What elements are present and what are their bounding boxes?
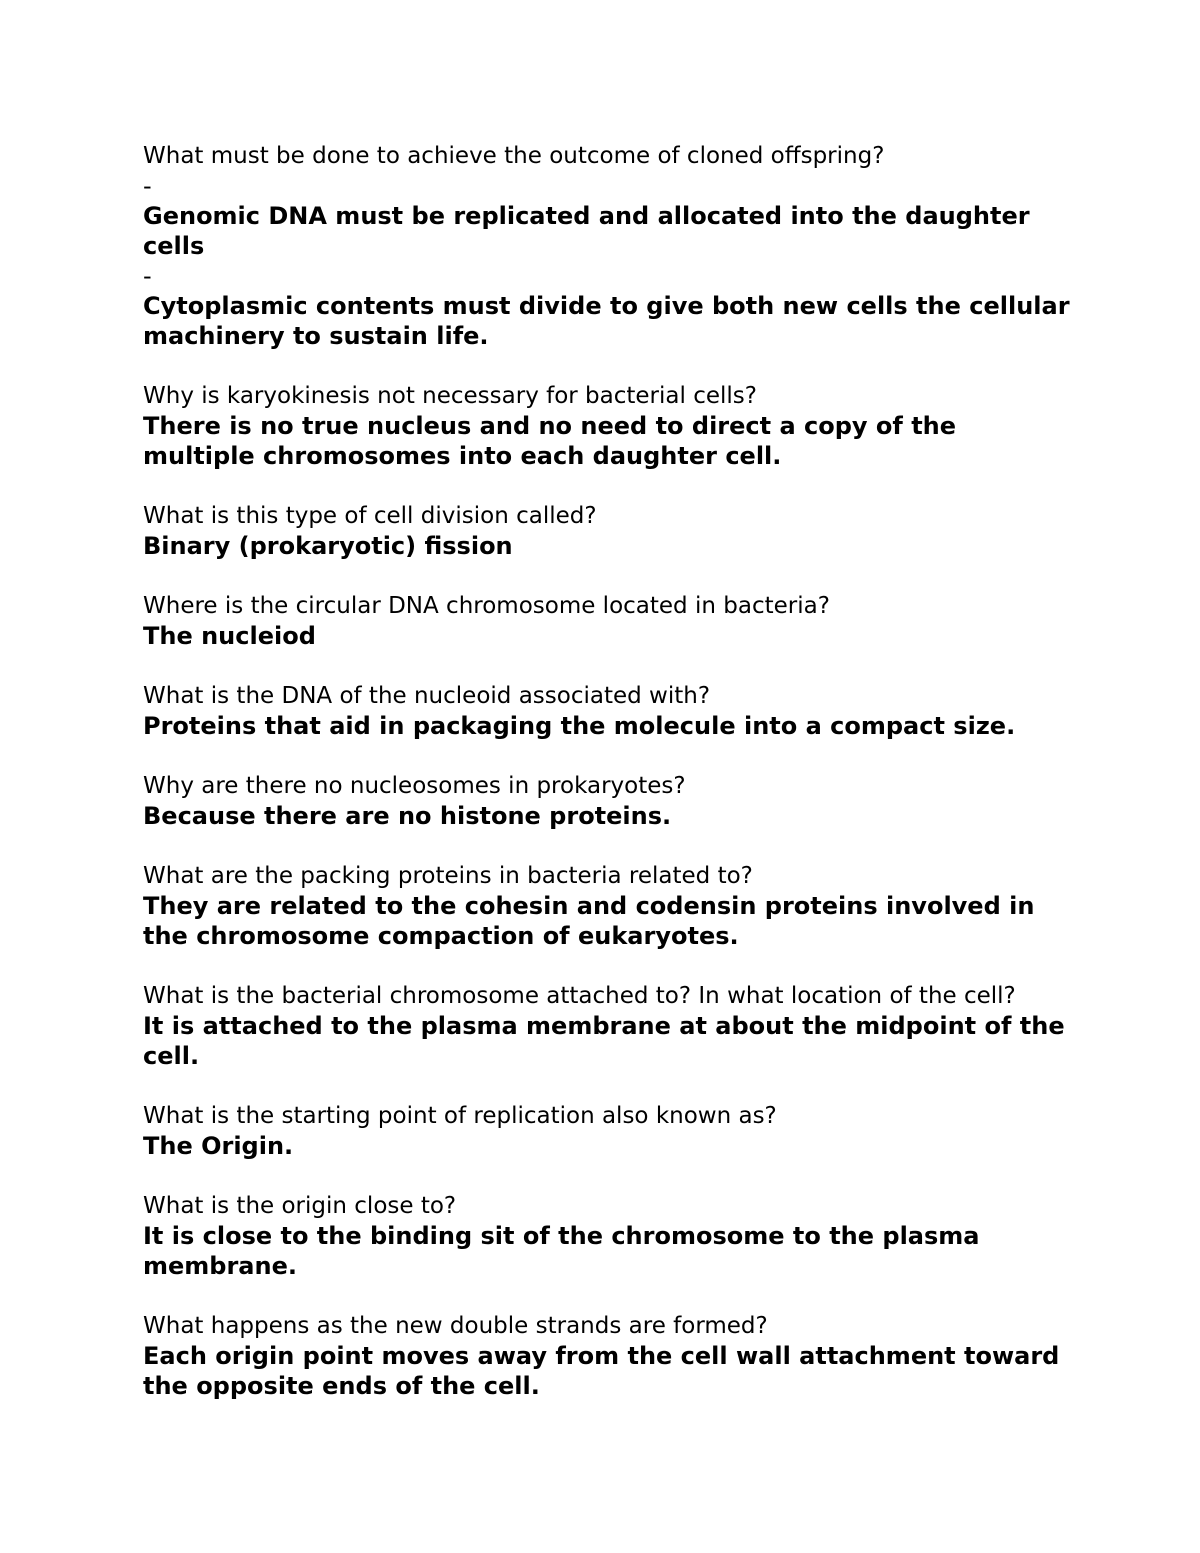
question-text: What happens as the new double strands are formed?: [143, 1313, 768, 1339]
qa-item: [143, 1311, 1073, 1401]
answer-text: Proteins that aid in packaging the molecule into a compact size.: [143, 712, 1016, 740]
bullet-item: [143, 171, 1073, 261]
question-text: Where is the circular DNA chromosome located in bacteria?: [143, 593, 830, 619]
question-text: What is the starting point of replication also known as?: [143, 1103, 777, 1129]
answer-text: It is close to the binding sit of the chromosome to the plasma membrane.: [143, 1222, 980, 1280]
question-text: Why are there no nucleosomes in prokaryotes?: [143, 773, 686, 799]
qa-item: [143, 681, 1073, 741]
qa-item: [143, 1101, 1073, 1161]
answer-text: The nucleiod: [143, 622, 316, 650]
answer-text: Binary (prokaryotic) fission: [143, 532, 513, 560]
qa-item: [143, 591, 1073, 651]
answer-text: They are related to the cohesin and codensin proteins involved in the chromosome compaction of eukaryotes.: [143, 892, 1035, 950]
question-text: What must be done to achieve the outcome of cloned offspring?: [143, 143, 885, 169]
answer-text: It is attached to the plasma membrane at about the midpoint of the cell.: [143, 1012, 1065, 1070]
qa-item: [143, 981, 1073, 1071]
qa-item: [143, 141, 1073, 351]
bullet-dash: -: [143, 172, 152, 200]
qa-item: [143, 1191, 1073, 1281]
question-text: What are the packing proteins in bacteria related to?: [143, 863, 753, 889]
question-text: What is the DNA of the nucleoid associated with?: [143, 683, 711, 709]
answer-text: Because there are no histone proteins.: [143, 802, 672, 830]
bullet-text: Genomic DNA must be replicated and allocated into the daughter cells: [143, 202, 1030, 260]
bullet-text: Cytoplasmic contents must divide to give both new cells the cellular machinery to sustain life.: [143, 292, 1070, 350]
question-text: Why is karyokinesis not necessary for bacterial cells?: [143, 383, 757, 409]
qa-item: [143, 861, 1073, 951]
answer-text: The Origin.: [143, 1132, 294, 1160]
qa-item: [143, 381, 1073, 471]
question-text: What is the bacterial chromosome attached to? In what location of the cell?: [143, 983, 1016, 1009]
question-text: What is this type of cell division called?: [143, 503, 597, 529]
qa-item: [143, 501, 1073, 561]
qa-item: [143, 771, 1073, 831]
question-text: What is the origin close to?: [143, 1193, 457, 1219]
bullet-item: [143, 261, 1073, 351]
document-page: [143, 141, 1073, 1431]
bullet-dash: -: [143, 262, 152, 290]
answer-text: Each origin point moves away from the cell wall attachment toward the opposite ends of the cell.: [143, 1342, 1060, 1400]
answer-text: There is no true nucleus and no need to direct a copy of the multiple chromosomes into each daughter cell.: [143, 412, 957, 470]
